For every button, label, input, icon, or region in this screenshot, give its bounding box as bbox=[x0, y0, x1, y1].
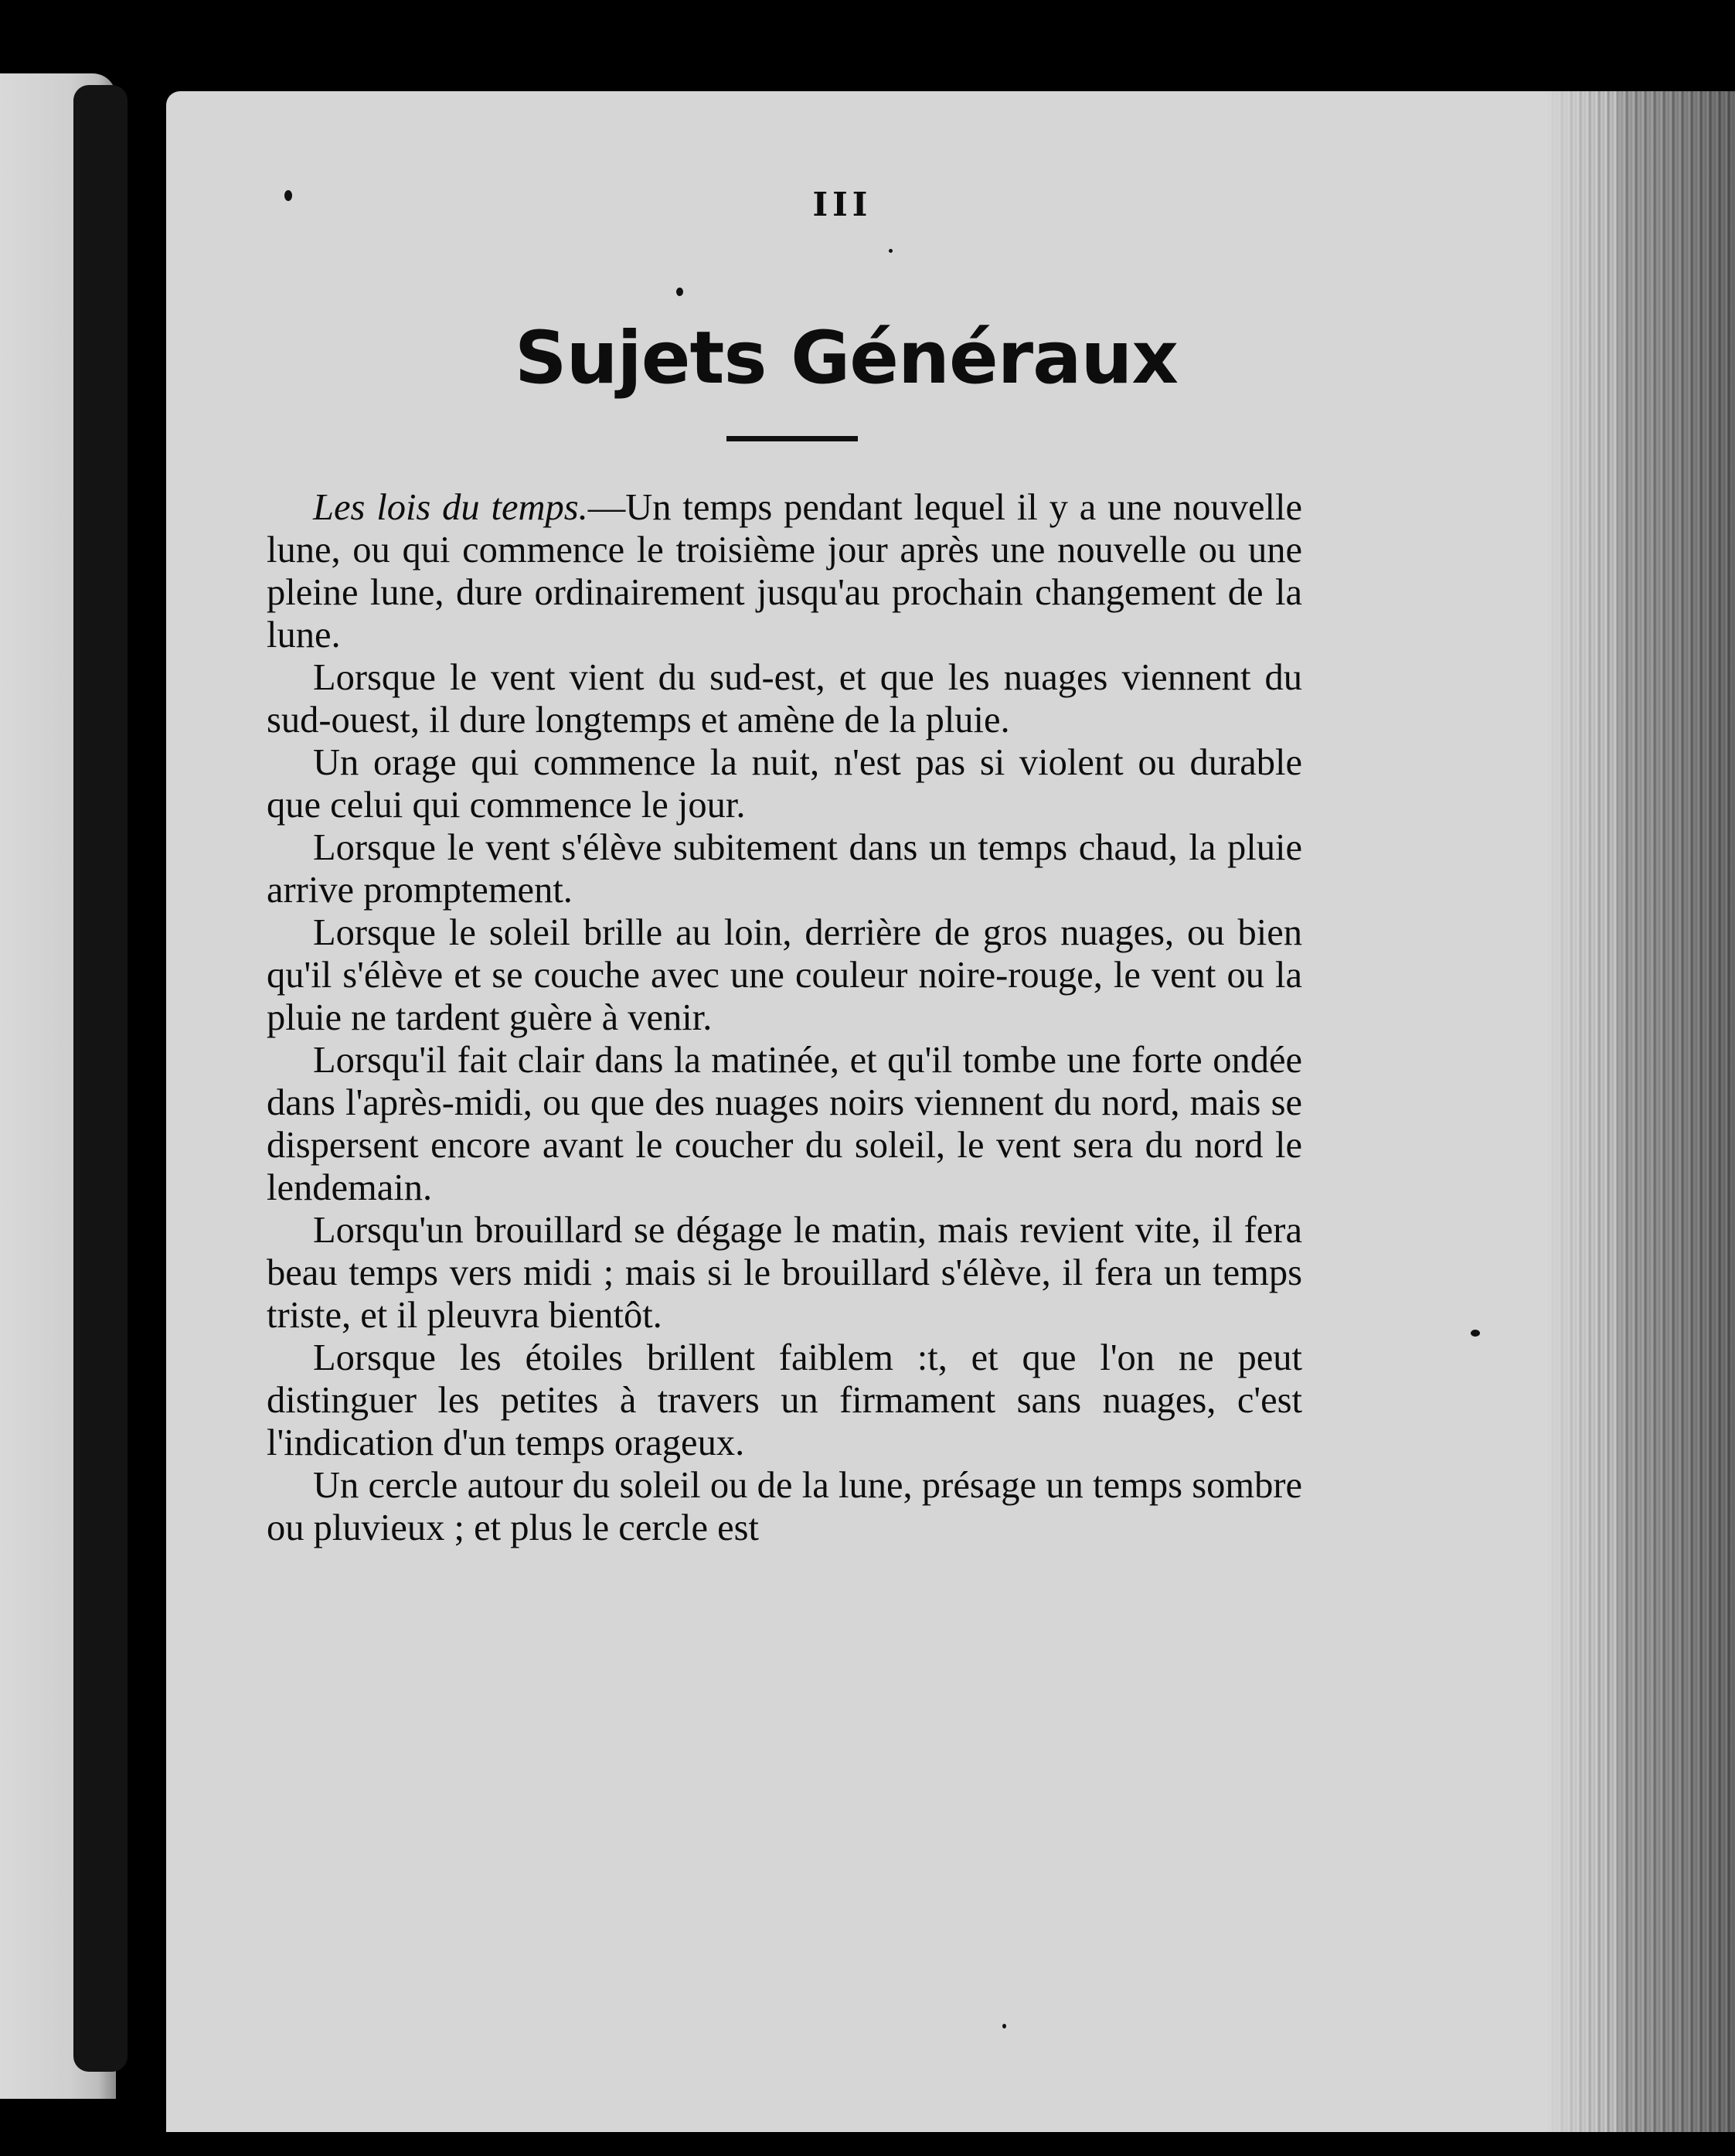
paragraph: Lorsque le soleil brille au loin, derrière de gros nuages, ou bien qu'il s'élève et se couche avec une couleur noire-rouge, le vent ou la pluie ne tardent guère à venir. bbox=[267, 912, 1302, 1038]
scan-speck bbox=[1471, 1330, 1480, 1337]
paragraph: Un cercle autour du soleil ou de la lune, présage un temps sombre ou pluvieux ; et plus le cercle est bbox=[267, 1465, 1302, 1548]
title-divider bbox=[726, 436, 858, 441]
page-leaves-edge bbox=[1546, 91, 1735, 2132]
lead-text: —Un temps pendant lequel il y a une nouvelle lune, ou qui commence le troisième jour après une nouvelle ou une pleine lune, dure ordinairement jusqu'au prochain changement de la lune. bbox=[267, 487, 1302, 656]
paragraph: Lorsque les étoiles brillent faiblem :t, et que l'on ne peut distinguer les petites à travers un firmament sans nuages, c'est l'indication d'un temps orageux. bbox=[267, 1337, 1302, 1463]
page-folio: III bbox=[812, 186, 873, 223]
paragraph: Un orage qui commence la nuit, n'est pas si violent ou durable que celui qui commence le jour. bbox=[267, 742, 1302, 826]
scan-speck bbox=[1002, 2024, 1006, 2028]
lead-italic-title: Les lois du temps. bbox=[313, 487, 588, 528]
paragraph: Lorsqu'il fait clair dans la matinée, et qu'il tombe une forte ondée dans l'après-midi, ou que des nuages noirs viennent du nord, mais se dispersent encore avant le coucher du soleil, le vent sera du nord le lendemain. bbox=[267, 1040, 1302, 1208]
paragraph: Lorsque le vent vient du sud-est, et que les nuages viennent du sud-ouest, il dure longtemps et amène de la pluie. bbox=[267, 657, 1302, 741]
page-text bbox=[267, 186, 1302, 1549]
book-gutter bbox=[73, 85, 128, 2072]
paragraph: Lorsque le vent s'élève subitement dans un temps chaud, la pluie arrive promptement. bbox=[267, 827, 1302, 911]
lead-paragraph bbox=[267, 486, 1302, 656]
page-title: Sujets Généraux bbox=[514, 316, 1179, 400]
paragraph: Lorsqu'un brouillard se dégage le matin, mais revient vite, il fera beau temps vers midi ; mais si le brouillard s'élève, il fera un temps triste, et il pleuvra bientôt. bbox=[267, 1210, 1302, 1336]
